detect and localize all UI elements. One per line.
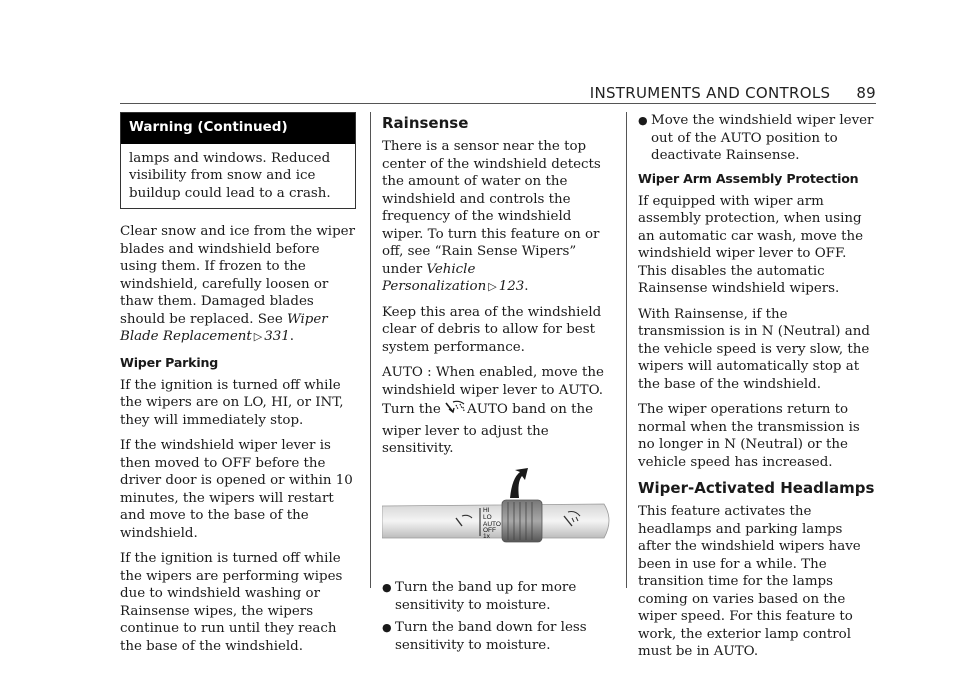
warning-box bbox=[120, 112, 356, 209]
bullet-icon: ● bbox=[382, 581, 392, 594]
auto-text-2: AUTO band on the wiper lever to adjust the sensitivity. bbox=[382, 402, 594, 456]
text-end: . bbox=[289, 329, 295, 344]
bullet-text: Turn the band down for less sensitivity to moisture. bbox=[395, 620, 587, 653]
text-end: . bbox=[524, 279, 529, 294]
rainsense-wiper-icon bbox=[445, 399, 467, 423]
bullet-icon: ● bbox=[638, 114, 648, 127]
bullet-icon: ● bbox=[382, 621, 392, 634]
running-header bbox=[0, 84, 876, 102]
bullet-band-down bbox=[382, 619, 614, 654]
auto-label: AUTO : bbox=[382, 365, 432, 380]
column-divider-2 bbox=[626, 112, 627, 588]
xref-title: Wiper Blade Replacement bbox=[120, 311, 328, 344]
bullet-deactivate bbox=[638, 112, 878, 165]
paragraph-arm-2: With Rainsense, if the transmission is in N (Neutral) and the vehicle speed is very slow, the wipers will automatically stop at the base of the windshield. bbox=[638, 306, 870, 392]
text: Clear snow and ice from the wiper blades and windshield before using them. If frozen to the windshield, carefully loosen or thaw them. Damaged blades should be replaced. See bbox=[120, 224, 355, 327]
paragraph-rainsense-2: Keep this area of the windshield clear of debris to allow for best system performance. bbox=[382, 304, 602, 355]
bullet-band-up bbox=[382, 579, 614, 614]
bullet-text: Move the windshield wiper lever out of the AUTO position to deactivate Rainsense. bbox=[651, 113, 874, 163]
page-ref-icon: ▷ bbox=[488, 280, 497, 293]
text: There is a sensor near the top center of the windshield detects the amount of water on the windshield and controls the frequency of the windshield wiper. To turn this feature on or off, see “Rain Sense Wipers” under bbox=[382, 139, 601, 277]
warning-title: Warning (Continued) bbox=[121, 113, 355, 144]
paragraph-snow-ice bbox=[120, 223, 356, 346]
column-2 bbox=[382, 112, 614, 659]
xref-page: 123 bbox=[498, 279, 525, 294]
auto-text: When enabled, move the windshield wiper lever to AUTO. Turn the bbox=[382, 365, 604, 417]
heading-rainsense: Rainsense bbox=[382, 114, 469, 132]
warning-body bbox=[121, 144, 355, 209]
xref-title: Vehicle Personalization bbox=[382, 261, 487, 294]
lever-label-auto: AUTO bbox=[483, 520, 501, 528]
paragraph-parking-1: If the ignition is turned off while the wipers are on LO, HI, or INT, they will immediately stop. bbox=[120, 377, 344, 428]
paragraph-headlamps: This feature activates the headlamps and parking lamps after the windshield wipers have been in use for a while. The transition time for the lamps coming on varies based on the wiper speed. For this feature to work, the exterior lamp control must be in AUTO. bbox=[638, 504, 861, 659]
rotate-up-arrow bbox=[510, 468, 528, 498]
paragraph-parking-3: If the ignition is turned off while the wipers are performing wipes due to windshield washing or Rainsense wipes, the wipers continue to run until they reach the base of the windshield. bbox=[120, 551, 343, 654]
heading-wiper-parking: Wiper Parking bbox=[120, 354, 219, 370]
page-number: 89 bbox=[856, 84, 876, 102]
paragraph-auto bbox=[382, 364, 614, 458]
lever-label-off: OFF bbox=[483, 526, 496, 534]
paragraph-arm-3: The wiper operations return to normal when the transmission is no longer in N (Neutral) or the vehicle speed has increased. bbox=[638, 402, 860, 470]
column-divider-1 bbox=[370, 112, 371, 588]
page-ref-icon: ▷ bbox=[253, 330, 263, 343]
bullet-text: Turn the band up for more sensitivity to moisture. bbox=[395, 580, 577, 613]
paragraph-arm-1: If equipped with wiper arm assembly protection, when using an automatic car wash, move the windshield wiper lever to OFF. This disables the automatic Rainsense windshield wipers. bbox=[638, 193, 864, 296]
column-3 bbox=[638, 112, 878, 669]
lever-label-lo: LO bbox=[483, 513, 492, 521]
wiper-lever-illustration bbox=[382, 468, 614, 570]
heading-wiper-arm-protection: Wiper Arm Assembly Protection bbox=[638, 170, 859, 186]
column-1 bbox=[120, 112, 356, 663]
section-title: INSTRUMENTS AND CONTROLS bbox=[589, 84, 831, 102]
warning-text: lamps and windows. Reduced visibility from snow and ice buildup could lead to a crash. bbox=[129, 150, 331, 201]
header-rule bbox=[120, 103, 876, 104]
xref-page: 331 bbox=[264, 329, 290, 344]
lever-label-1x: 1x bbox=[483, 532, 490, 540]
lever-label-hi: HI bbox=[483, 506, 490, 514]
paragraph-rainsense-1 bbox=[382, 138, 614, 296]
heading-wiper-activated-headlamps: Wiper-Activated Headlamps bbox=[638, 479, 875, 497]
paragraph-parking-2: If the windshield wiper lever is then moved to OFF before the driver door is opened or within 10 minutes, the wipers will restart and move to the base of the windshield. bbox=[120, 438, 353, 541]
